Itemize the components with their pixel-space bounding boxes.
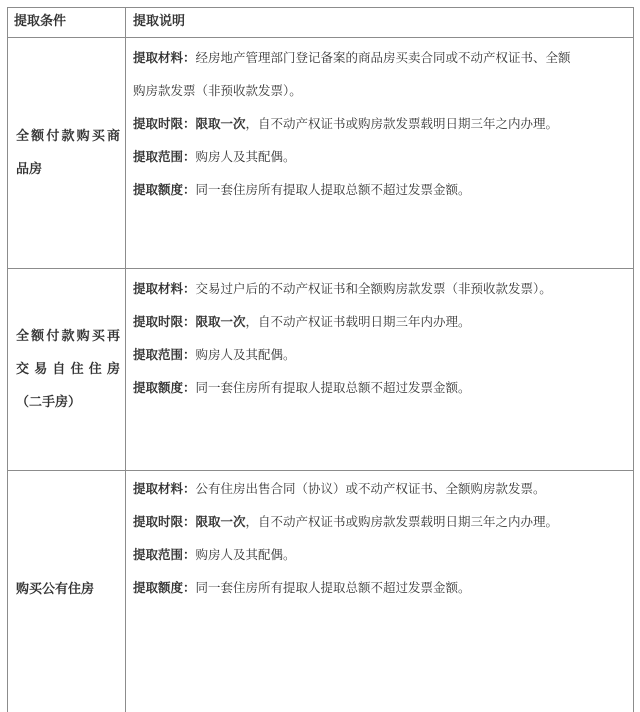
amount-line xyxy=(133,571,630,604)
description-cell-3 xyxy=(133,472,630,604)
column-divider xyxy=(125,7,126,712)
condition-cell-1 xyxy=(16,120,120,186)
scope-line xyxy=(133,140,630,173)
description-cell-1 xyxy=(133,41,630,206)
amount-line xyxy=(133,173,630,206)
material-line-cont xyxy=(133,74,630,107)
item-label: 提取额度： xyxy=(133,182,196,197)
item-text: 交易过户后的不动产权证书和全额购房款发票（非预收款发票）。 xyxy=(195,281,552,296)
header-condition: 提取条件 xyxy=(14,14,67,29)
item-text: 购房款发票（非预收款发票）。 xyxy=(133,83,302,98)
item-label: 提取时限： xyxy=(133,314,196,329)
table-border-right xyxy=(633,7,634,712)
condition-line: 全额付款购买再 xyxy=(16,329,120,344)
condition-cell-3 xyxy=(16,573,120,606)
material-line xyxy=(133,41,630,74)
item-label: 提取时限： xyxy=(133,116,196,131)
time-limit-line xyxy=(133,305,630,338)
item-text: 购房人及其配偶。 xyxy=(195,547,296,562)
header-divider xyxy=(7,37,634,38)
item-bold-text: 限取一次 xyxy=(195,116,246,131)
item-text: 公有住房出售合同（协议）或不动产权证书、全额购房款发票。 xyxy=(195,481,546,496)
condition-line: 品房 xyxy=(16,162,43,177)
time-limit-line xyxy=(133,107,630,140)
time-limit-line xyxy=(133,505,630,538)
condition-line: 交易自住住房 xyxy=(16,362,120,377)
scope-line xyxy=(133,538,630,571)
item-label: 提取时限： xyxy=(133,514,196,529)
item-bold-text: 限取一次 xyxy=(195,514,246,529)
item-label: 提取材料： xyxy=(133,50,196,65)
item-label: 提取范围： xyxy=(133,547,196,562)
header-description: 提取说明 xyxy=(133,14,186,29)
table-border-left xyxy=(7,7,8,712)
material-line xyxy=(133,472,630,505)
item-text: 同一套住房所有提取人提取总额不超过发票金额。 xyxy=(195,380,471,395)
amount-line xyxy=(133,371,630,404)
item-text: 同一套住房所有提取人提取总额不超过发票金额。 xyxy=(195,182,471,197)
item-text: ，自不动产权证书或购房款发票载明日期三年之内办理。 xyxy=(245,514,559,529)
item-text: 同一套住房所有提取人提取总额不超过发票金额。 xyxy=(195,580,471,595)
row-divider-2 xyxy=(7,470,634,471)
condition-line: 购买公有住房 xyxy=(16,582,95,597)
item-text: 经房地产管理部门登记备案的商品房买卖合同或不动产权证书、全额 xyxy=(195,50,571,65)
item-label: 提取范围： xyxy=(133,149,196,164)
item-label: 提取额度： xyxy=(133,380,196,395)
table-border-top xyxy=(7,7,634,8)
material-line xyxy=(133,272,630,305)
condition-cell-2 xyxy=(16,320,120,419)
condition-line: 全额付款购买商 xyxy=(16,129,120,144)
row-divider-1 xyxy=(7,268,634,269)
condition-line: （二手房） xyxy=(16,395,82,410)
item-label: 提取材料： xyxy=(133,281,196,296)
item-label: 提取材料： xyxy=(133,481,196,496)
item-text: 购房人及其配偶。 xyxy=(195,149,296,164)
item-label: 提取额度： xyxy=(133,580,196,595)
item-text: ，自不动产权证书或购房款发票载明日期三年之内办理。 xyxy=(245,116,559,131)
scope-line xyxy=(133,338,630,371)
item-text: 购房人及其配偶。 xyxy=(195,347,296,362)
description-cell-2 xyxy=(133,272,630,404)
item-bold-text: 限取一次 xyxy=(195,314,246,329)
item-text: ，自不动产权证书载明日期三年内办理。 xyxy=(245,314,471,329)
item-label: 提取范围： xyxy=(133,347,196,362)
